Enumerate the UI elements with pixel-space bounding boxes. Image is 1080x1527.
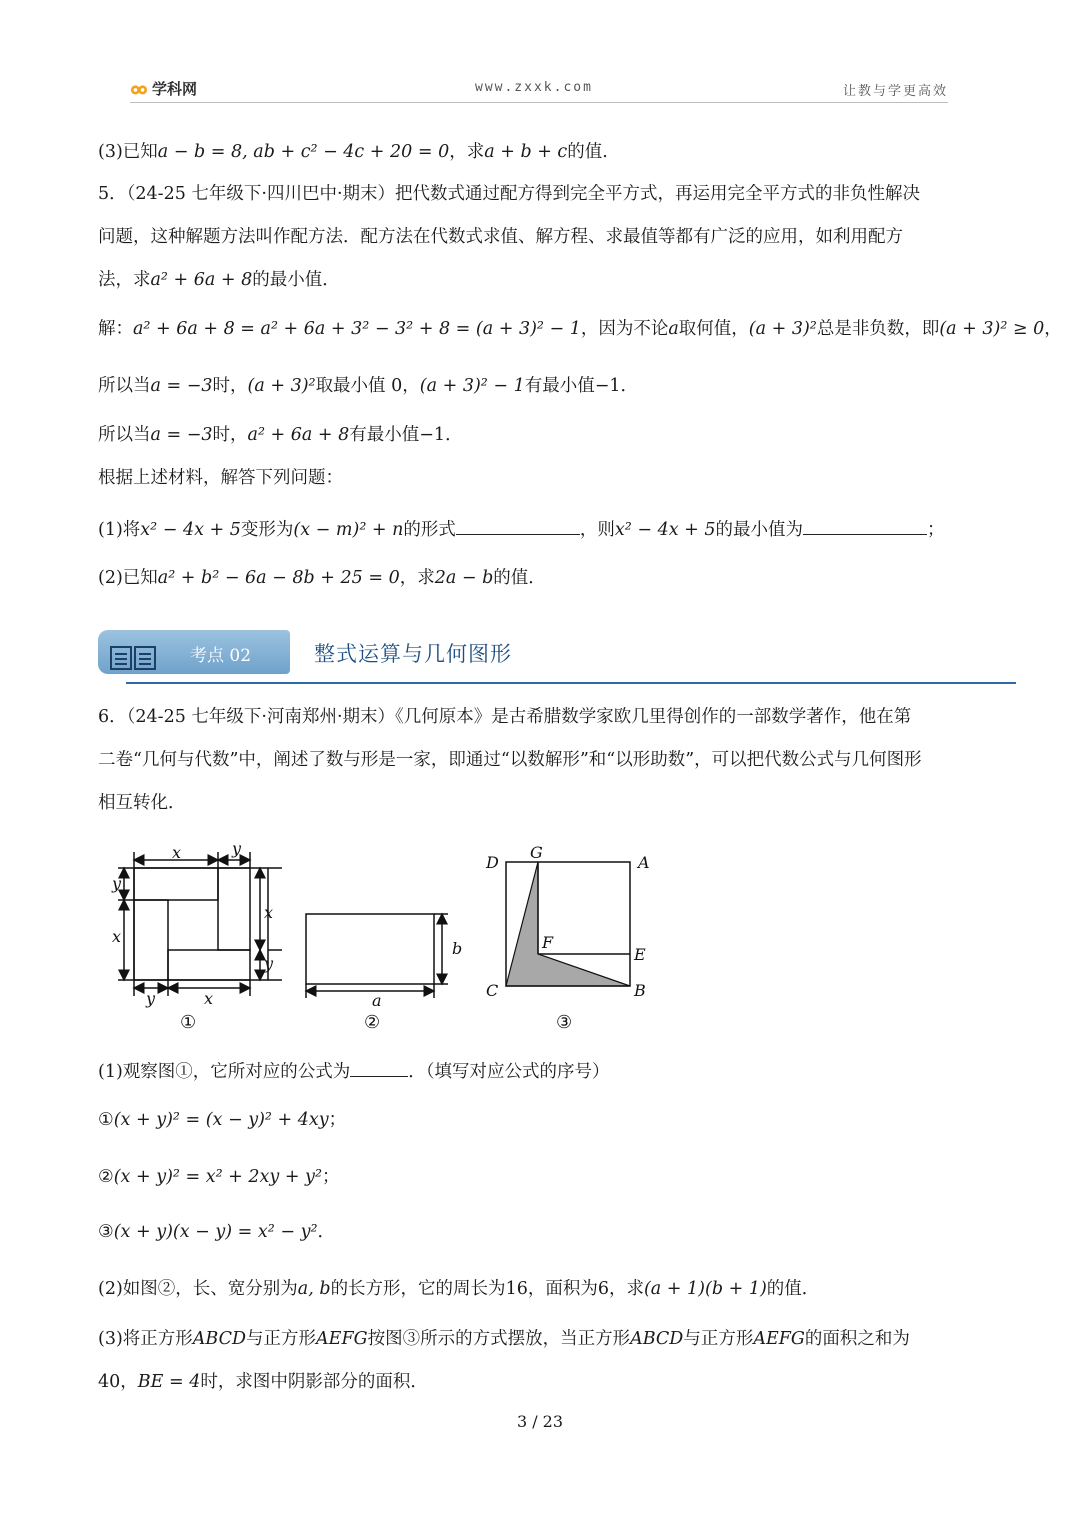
p6-q3-line1: (3)将正方形ABCD与正方形AEFG按图③所示的方式摆放，当正方形ABCD与正方形AEFG的面积之和为: [98, 1329, 910, 1349]
fig1-x-left: x: [112, 927, 122, 946]
p5-intro-3: 法，求a² + 6a + 8的最小值．: [98, 270, 340, 290]
fig3-label-D: D: [486, 853, 499, 872]
section-tab: [98, 630, 290, 674]
p6-q2: (2)如图②，长、宽分别为a, b的长方形，它的周长为16，面积为6，求(a + 1)(b + 1)的值．: [98, 1279, 820, 1299]
fig3-label-B: B: [634, 981, 646, 1000]
fig1-caption: ①: [180, 1012, 197, 1033]
book-icon: [110, 646, 158, 672]
p6-option-1: ①(x + y)² = (x − y)² + 4xy；: [98, 1110, 347, 1130]
logo-text: 学科网: [152, 80, 198, 98]
figure-2: [306, 914, 448, 998]
figure-1: [118, 852, 282, 996]
fig1-y-left: y: [112, 874, 122, 893]
fig3-label-A: A: [638, 853, 650, 872]
fig1-y-right: y: [264, 954, 274, 973]
p6-intro-3: 相互转化．: [98, 793, 186, 813]
fig3-label-F: F: [542, 933, 554, 952]
section-header: [98, 630, 1018, 685]
fig1-x-bottom: x: [204, 989, 214, 1008]
p6-option-3: ③(x + y)(x − y) = x² − y²．: [98, 1222, 335, 1242]
fig1-x-top: x: [172, 843, 182, 862]
fig1-y-bottom: y: [146, 989, 156, 1008]
p5-q1: (1)将x² − 4x + 5变形为(x − m)² + n的形式 ，则x² − 4x + 5的最小值为 ；: [98, 516, 945, 542]
p6-intro-2: 二卷“几何与代数”中，阐述了数与形是一家，即通过“以数解形”和“以形助数”，可以把代数公式与几何图形: [98, 750, 922, 770]
fig1-x-right: x: [264, 903, 274, 922]
answer-blank-1[interactable]: [456, 516, 580, 535]
p5-prompt: 根据上述材料，解答下列问题：: [98, 468, 343, 488]
figure-3: [506, 862, 630, 986]
slogan: 让教与学更高效: [842, 84, 948, 99]
fig2-b: b: [452, 939, 463, 958]
answer-blank-3[interactable]: [350, 1058, 408, 1077]
p5-line-a2: 所以当a = −3时，a² + 6a + 8有最小值−1．: [98, 425, 463, 445]
p5-line-a1: 所以当a = −3时，(a + 3)²取最小值 0，(a + 3)² − 1有最小值−1．: [98, 376, 639, 396]
p4-q3: (3)已知a − b = 8, ab + c² − 4c + 20 = 0，求a + b + c的值.: [98, 142, 608, 162]
fig1-y-top: y: [232, 839, 242, 858]
p6-intro-1: 6．（24-25 七年级下·河南郑州·期末）《几何原本》是古希腊数学家欧几里得创作的一部数学著作，他在第: [98, 707, 912, 727]
section-title: 整式运算与几何图形: [314, 642, 512, 666]
site-url[interactable]: www.zxxk.com: [475, 80, 593, 95]
p5-q2: (2)已知a² + b² − 6a − 8b + 25 = 0，求2a − b的值．: [98, 568, 546, 588]
p5-solution: 解：a² + 6a + 8 = a² + 6a + 3² − 3² + 8 = (a + 3)² − 1，因为不论a取何值，(a + 3)²总是非负数，即(a + 3)² ≥ 0，: [98, 319, 1062, 339]
p6-q1: (1)观察图①，它所对应的公式为 ．（填写对应公式的序号）: [98, 1058, 610, 1084]
answer-blank-2[interactable]: [803, 516, 927, 535]
page-number: 3 / 23: [516, 1412, 564, 1431]
logo-icon: [130, 82, 148, 96]
fig3-caption: ③: [556, 1012, 573, 1033]
fig3-label-C: C: [486, 981, 499, 1000]
section-divider: [126, 682, 1016, 684]
page-header: [130, 70, 948, 103]
logo: [130, 78, 197, 99]
fig2-a: a: [372, 991, 382, 1010]
p5-intro-1: 5．（24-25 七年级下·四川巴中·期末）把代数式通过配方得到完全平方式，再运用完全平方式的非负性解决: [98, 184, 921, 204]
figure-group: [100, 838, 680, 1038]
p6-q3-line2: 40，BE = 4时，求图中阴影部分的面积．: [98, 1372, 428, 1392]
fig3-label-E: E: [634, 945, 646, 964]
p6-option-2: ②(x + y)² = x² + 2xy + y²；: [98, 1167, 340, 1187]
fig2-caption: ②: [364, 1012, 381, 1033]
fig3-label-G: G: [530, 843, 543, 862]
section-label: 考点 02: [190, 646, 252, 666]
p5-intro-2: 问题，这种解题方法叫作配方法．配方法在代数式求值、解方程、求最值等都有广泛的应用，如利用配方: [98, 227, 903, 247]
